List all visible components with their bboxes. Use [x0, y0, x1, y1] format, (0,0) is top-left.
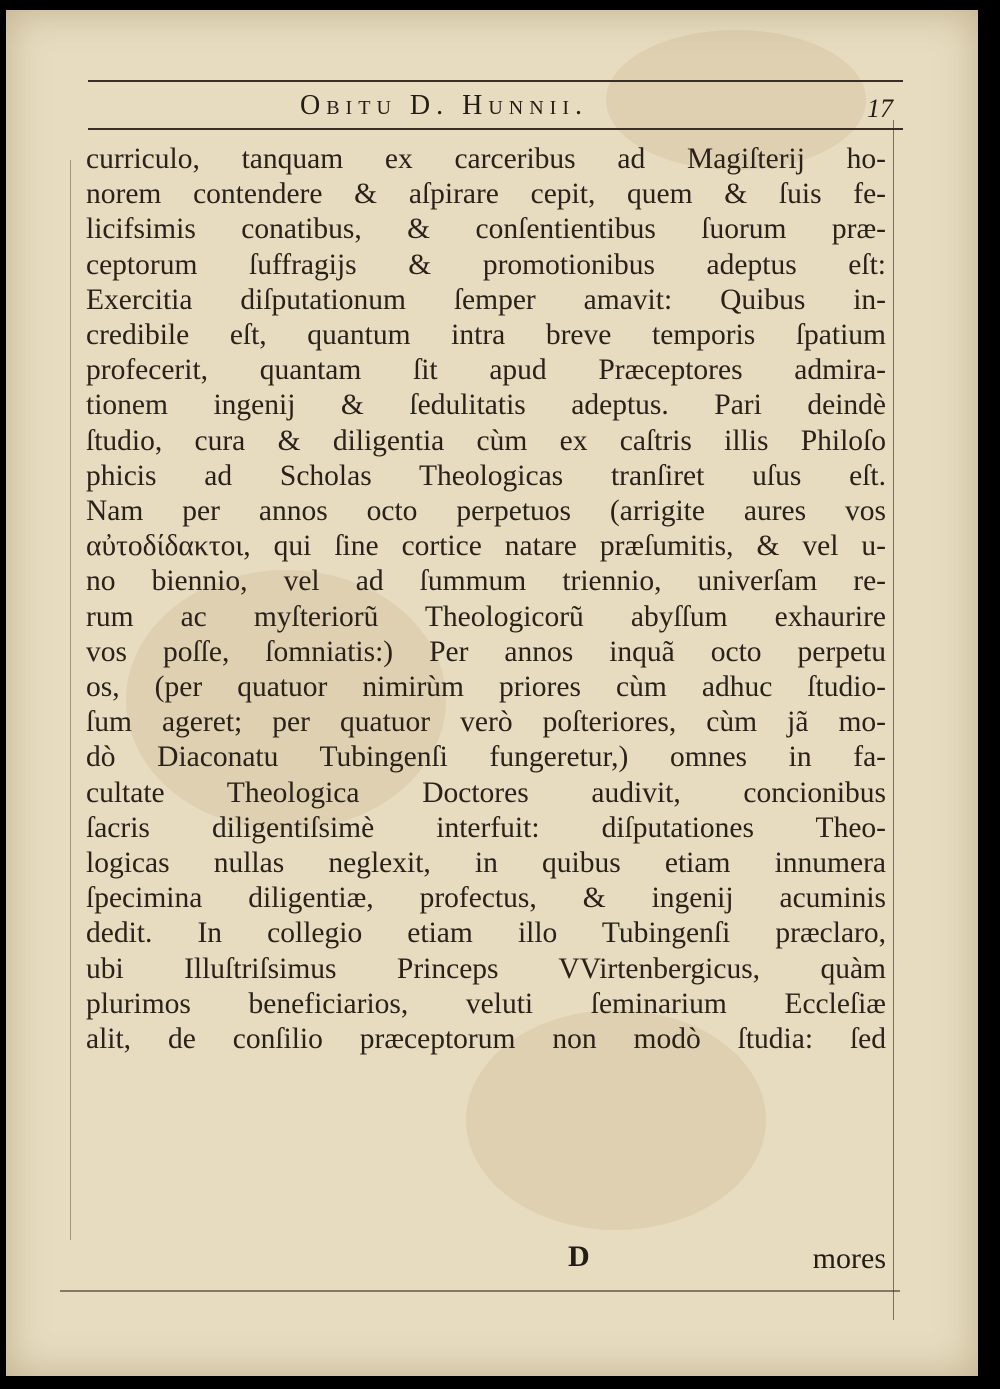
text-line: Nam per annos octo perpetuos (arrigite aures vos	[86, 495, 886, 528]
page-number: 17	[867, 94, 893, 123]
text-line: αὐτοδίδακτοι, qui ſine cortice natare præſumitis, & vel u-	[86, 530, 886, 563]
page-footer	[86, 1240, 886, 1280]
text-line: Exercitia diſputationum ſemper amavit: Quibus in-	[86, 283, 886, 316]
text-line: credibile eſt, quantum intra breve temporis ſpatium	[86, 319, 886, 352]
body-text	[86, 142, 886, 1057]
text-line: ſpecimina diligentiæ, profectus, & ingenij acuminis	[86, 882, 886, 915]
page-header	[88, 80, 903, 130]
signature-mark: D	[568, 1240, 590, 1273]
left-margin-rule	[70, 160, 71, 1240]
text-line: licifsimis conatibus, & conſentientibus ſuorum præ-	[86, 213, 886, 246]
text-line: logicas nullas neglexit, in quibus etiam innumera	[86, 847, 886, 880]
right-margin-rule	[893, 120, 894, 1320]
text-line: tionem ingenij & ſedulitatis adeptus. Pari deindè	[86, 389, 886, 422]
text-line: ſum ageret; per quatuor verò poſteriores, cùm jã mo-	[86, 706, 886, 739]
text-line: dò Diaconatu Tubingenſi fungeretur,) omnes in fa-	[86, 741, 886, 774]
text-line: norem contendere & aſpirare cepit, quem & ſuis fe-	[86, 178, 886, 211]
text-line: phicis ad Scholas Theologicas tranſiret uſus eſt.	[86, 459, 886, 492]
text-line: alit, de conſilio præceptorum non modò ſtudia: ſed	[86, 1023, 886, 1056]
bottom-rule	[60, 1290, 900, 1292]
text-line: profecerit, quantam ſit apud Præceptores admira-	[86, 354, 886, 387]
catchword: mores	[812, 1242, 886, 1275]
text-line: ſacris diligentiſsimè interfuit: diſputationes Theo-	[86, 811, 886, 844]
text-line: no biennio, vel ad ſummum triennio, univerſam re-	[86, 565, 886, 598]
text-line: ubi Illuſtriſsimus Princeps VVirtenbergicus, quàm	[86, 952, 886, 985]
running-head: Obitu D. Hunnii.	[300, 90, 588, 121]
text-line: vos poſſe, ſomniatis:) Per annos inquã octo perpetu	[86, 635, 886, 668]
text-line: ſtudio, cura & diligentia cùm ex caſtris illis Philoſo	[86, 424, 886, 457]
text-line: cultate Theologica Doctores audivit, concionibus	[86, 776, 886, 809]
text-line: rum ac myſteriorũ Theologicorũ abyſſum exhaurire	[86, 600, 886, 633]
text-line: os, (per quatuor nimirùm priores cùm adhuc ſtudio-	[86, 671, 886, 704]
text-line: dedit. In collegio etiam illo Tubingenſi præclaro,	[86, 917, 886, 950]
text-line: plurimos beneficiarios, veluti ſeminarium Eccleſiæ	[86, 987, 886, 1020]
text-line: curriculo, tanquam ex carceribus ad Magiſterij ho-	[86, 143, 886, 175]
text-line: ceptorum ſuffragijs & promotionibus adeptus eſt:	[86, 248, 886, 281]
